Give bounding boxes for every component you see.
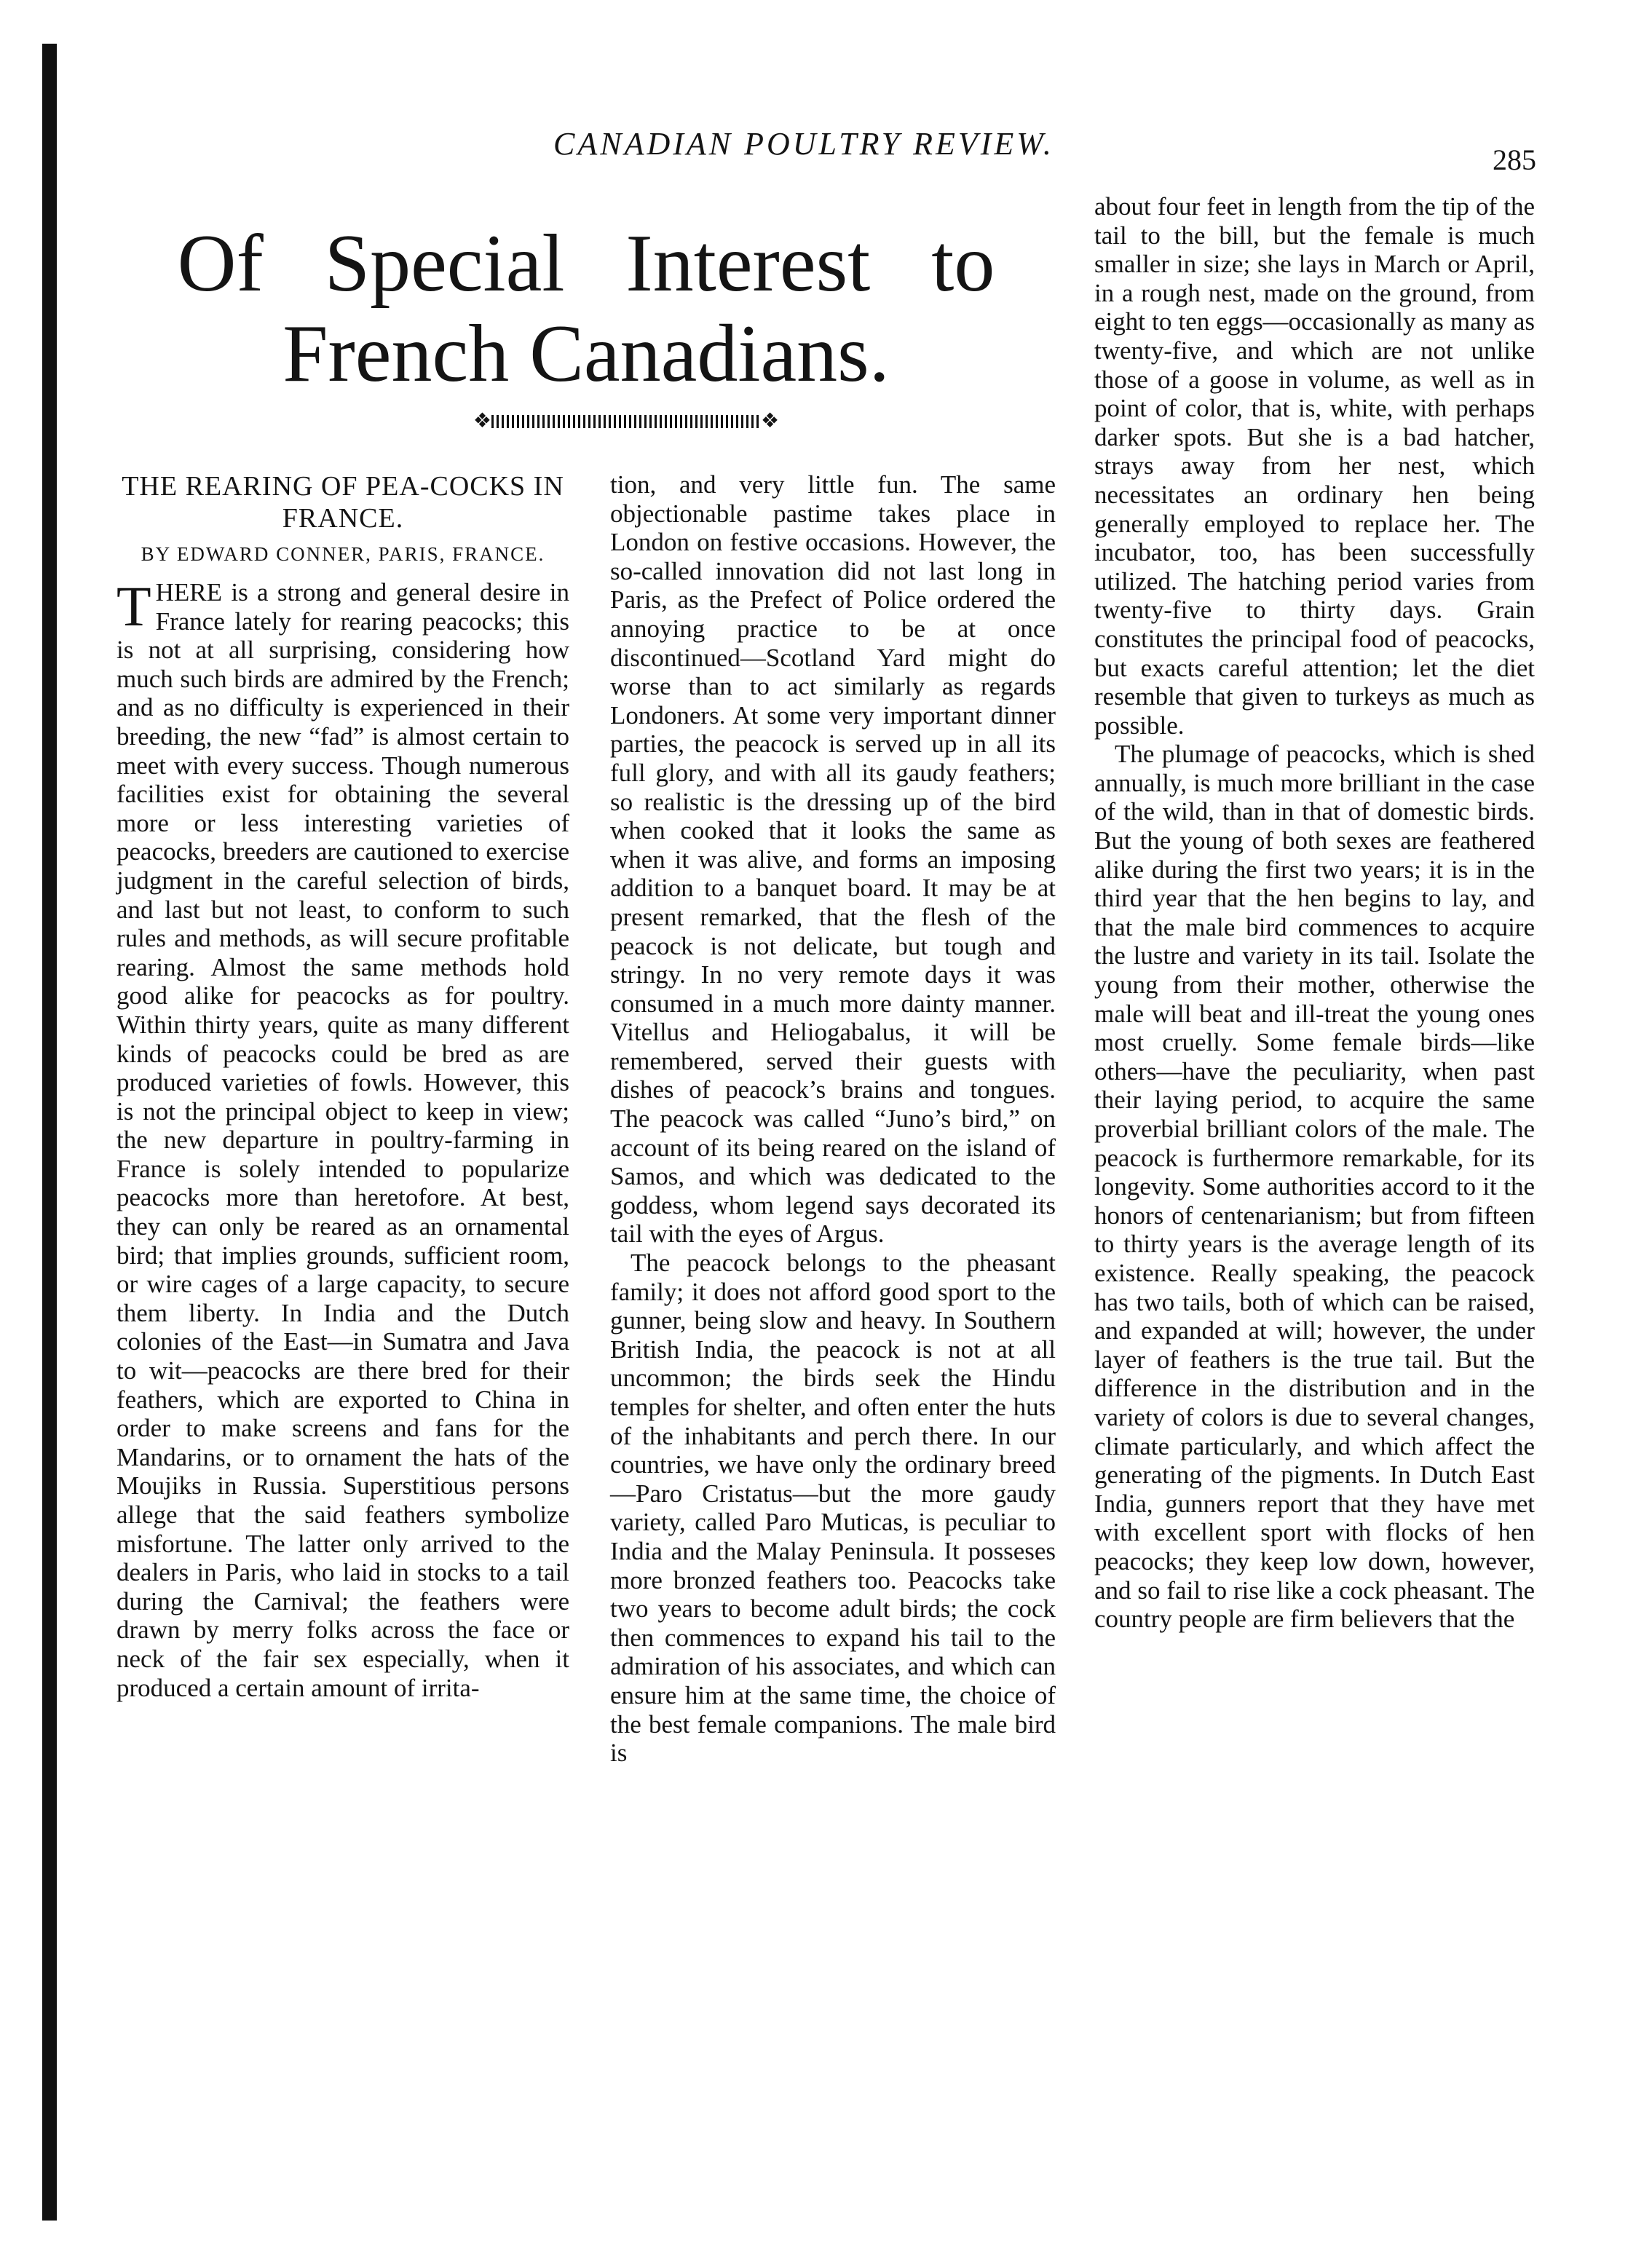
page-number: 285 — [1493, 143, 1536, 176]
binding-edge — [42, 44, 57, 2221]
column-3-paragraph-1: about four feet in length from the tip of the tail to the bill, but the female is much smaller in size; she lays in March or April, in a rough nest, made on the ground, from eight to ten eggs—occasionally as many as twenty-five, and which are not unlike those of a goose in volume, as well as in point of color, that is, white, with perhaps darker spots. But she is a bad hatcher, strays away from her nest, which necessitates an ordinary hen being generally employed to replace her. The incubator, too, has been successfully utilized. The hatching period varies from twenty-five to thirty days. Grain constitutes the principal food of peacocks, but exacts careful attention; let the diet resemble that given to turkeys as much as possible. — [1094, 192, 1535, 740]
running-title: CANADIAN POULTRY REVIEW. — [553, 126, 1054, 162]
column-2-paragraph-1: tion, and very little fun. The same objectionable pastime takes place in London on festive occasions. However, the so-called innovation did not last long in Paris, as the Prefect of Police ordered the annoying practice to be at once discontinued—Scotland Yard might do worse than to act similarly as regards Londoners. At some very important dinner parties, the peacock is served up in all its full glory, and with all its gaudy feathers; so realistic is the dressing up of the bird when cooked that it looks the same as when it was alive, and forms an imposing addition to a banquet board. It may be at present remarked, that the flesh of the peacock is not delicate, but tough and stringy. In no very remote days it was consumed in a much more dainty manner. Vitellus and Heliogabalus, it will be remembered, served their guests with dishes of peacock’s brains and tongues. The peacock was called “Juno’s bird,” on account of its being reared on the island of Samos, and which was dedicated to the goddess, whom legend says decorated its tail with the eyes of Argus. — [610, 470, 1056, 1249]
column-1-paragraph-1 — [116, 574, 569, 1702]
column-2 — [610, 470, 1056, 1768]
article-byline: BY EDWARD CONNER, PARIS, FRANCE. — [141, 543, 545, 565]
drop-cap: T — [116, 574, 151, 638]
column-3-paragraph-2: The plumage of peacocks, which is shed annually, is much more brilliant in the case of the wild, than in that of domestic birds. But the young of both sexes are feathered alike during the first two years; it is in the third year that the hen begins to lay, and that the male bird commences to acquire the lustre and variety in its tail. Isolate the young from their mother, otherwise the male will beat and ill-treat the young ones most cruelly. Some female birds—like others—have the peculiarity, when past their laying period, to acquire the same proverbial brilliant colors of the male. The peacock is furthermore remarkable, for its longevity. Some authorities accord to it the honors of centenarianism; but from fifteen to thirty years is the average length of its existence. Really speaking, the peacock has two tails, both of which can be raised, and expanded at will; however, the under layer of feathers is the true tail. But the difference in the distribution and in the variety of colors is due to several changes, climate particularly, and which affect the generating of the pigments. In Dutch East India, gunners report that they have met with excellent sport with flocks of hen peacocks; they keep low down, however, and so fail to rise like a cock pheasant. The country people are firm believers that the — [1094, 740, 1535, 1634]
title-line-2: French Canadians. — [282, 309, 890, 399]
column-2-paragraph-2: The peacock belongs to the pheasant family; it does not afford good sport to the gunner, being slow and heavy. In Southern British India, the peacock is not at all uncommon; the birds seek the Hindu temples for shelter, and often enter the huts of the inhabitants and perch there. In our countries, we have only the ordinary breed—Paro Cristatus—but the more gaudy variety, called Paro Muticas, is peculiar to India and the Malay Peninsula. It posseses more bronzed feathers too. Peacocks take two years to become adult birds; the cock then commences to expand his tail to the admiration of his associates, and which can ensure him at the same time, the choice of the best female companions. The male bird is — [610, 1249, 1056, 1768]
ornament-right-cap: ❖ — [761, 410, 780, 432]
column-1 — [116, 470, 569, 1702]
ornament-left-cap: ❖ — [473, 410, 491, 432]
article-title — [116, 218, 1056, 399]
column-3 — [1094, 192, 1535, 1634]
column-1-paragraph-1-text: HERE is a strong and general desire in France lately for rearing peacocks; this is not at all surprising, considering how much such birds are admired by the French; and as no difficulty is experienced in their breeding, the new “fad” is almost certain to meet with every success. Though numerous facilities exist for obtaining the several more or less interesting varieties of peacocks, breeders are cautioned to exercise judgment in the careful selection of birds, and last but not least, to conform to such rules and methods, as will secure profitable rearing. Almost the same methods hold good alike for peacocks as for poultry. Within thirty years, quite as many different kinds of peacocks could be bred as are produced varieties of fowls. However, this is not the principal object to keep in view; the new departure in poultry-farming in France is solely intended to popularize peacocks more than heretofore. At best, they can only be reared as an ornamental bird; that implies grounds, sufficient room, or wire cages of a large capacity, to secure them liberty. In India and the Dutch colonies of the East—in Sumatra and Java to wit—peacocks are there bred for their feathers, which are exported to China in order to make screens and fans for the Mandarins, or to ornament the hats of the Moujiks in Russia. Superstitious persons allege that the said feathers symbolize misfortune. The latter only arrived to the dealers in Paris, who laid in stocks to a tail during the Carnival; the feathers were drawn by merry folks across the face or neck of the fair sex especially, when it produced a certain amount of irrita- — [116, 578, 569, 1702]
article-subhead: THE REARING OF PEA-COCKS IN FRANCE. — [122, 471, 564, 534]
title-line-1: Of Special Interest to — [177, 218, 995, 309]
ornament-rule — [491, 415, 761, 428]
title-divider-ornament — [451, 412, 801, 431]
